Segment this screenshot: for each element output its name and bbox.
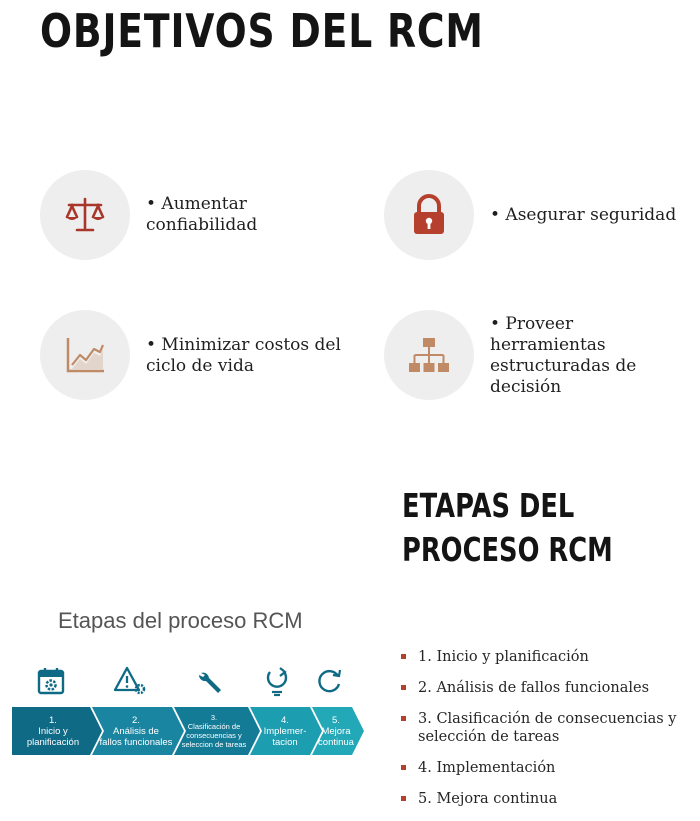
bullet-icon xyxy=(401,716,406,721)
scale-icon xyxy=(63,193,107,237)
objective-text: • Minimizar costos del ciclo de vida xyxy=(146,335,341,376)
lightbulb-refresh-icon xyxy=(262,666,292,698)
objective-text: • Aumentar confiabilidad xyxy=(146,194,258,235)
diagram-title: Etapas del proceso RCM xyxy=(58,608,303,633)
step-label: 5. Mejora continua xyxy=(318,714,354,748)
refresh-icon xyxy=(314,666,344,696)
objective-icon-circle xyxy=(384,170,474,260)
list-item: 1. Inicio y planificación xyxy=(400,648,700,666)
chevron-label xyxy=(314,707,358,755)
section-title: ETAPAS DEL PROCESO RCM xyxy=(402,486,613,569)
list-item: 3. Clasificación de consecuencias y selección de tareas xyxy=(400,710,700,746)
list-item: 5. Mejora continua xyxy=(400,790,700,808)
step-label: 3. Clasificación de consecuencias y seleccion de tareas xyxy=(181,713,247,749)
objective-icon-circle xyxy=(384,310,474,400)
bullet-icon xyxy=(401,654,406,659)
bullet-icon xyxy=(401,765,406,770)
chevron-label xyxy=(256,707,314,755)
step-label: 1. Inicio y planificación xyxy=(26,714,80,748)
steps-list xyxy=(400,648,700,821)
calendar-gear-icon xyxy=(36,666,66,696)
chevron-label xyxy=(96,707,176,755)
lock-icon xyxy=(409,193,449,237)
hierarchy-icon xyxy=(407,336,451,374)
bullet-icon xyxy=(401,685,406,690)
step-label: 2. Análisis de fallos funcionales xyxy=(99,714,173,748)
objective-text: • Asegurar seguridad xyxy=(490,205,677,225)
objective-icon-circle xyxy=(40,170,130,260)
trend-chart-icon xyxy=(64,335,106,375)
step-label: 4. Implemer- tacion xyxy=(263,714,307,748)
page-title: OBJETIVOS DEL RCM xyxy=(40,4,484,58)
list-item: 2. Análisis de fallos funcionales xyxy=(400,679,700,697)
objective-icon-circle xyxy=(40,310,130,400)
wrench-icon xyxy=(194,666,226,698)
objective-text: • Proveer herramientas estructuradas de decisión xyxy=(490,314,637,397)
chevron-label xyxy=(12,707,94,755)
list-item: 4. Implementación xyxy=(400,759,700,777)
warning-gear-icon xyxy=(113,665,147,697)
chevron-label xyxy=(174,707,254,755)
bullet-icon xyxy=(401,796,406,801)
